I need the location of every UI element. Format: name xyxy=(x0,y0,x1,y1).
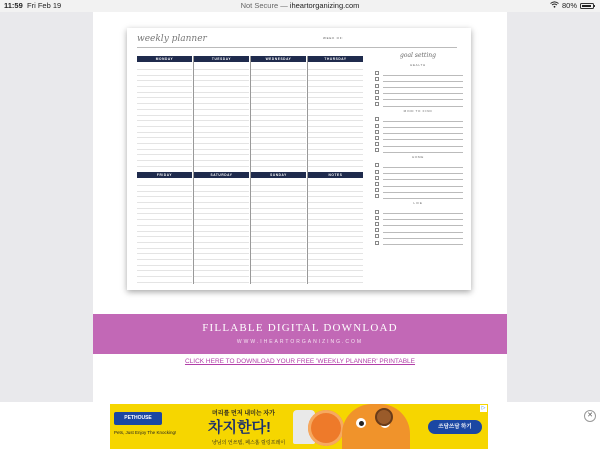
cat-eye-icon xyxy=(356,418,366,428)
checkbox-icon xyxy=(375,182,379,186)
wifi-icon xyxy=(550,1,559,10)
url-text: iheartorganizing.com xyxy=(289,1,360,10)
planner-image xyxy=(127,28,471,290)
status-indicators xyxy=(550,1,594,10)
ruled-lines xyxy=(194,64,249,168)
checkbox-icon xyxy=(375,228,379,232)
ad-headline-sub: 냥님의 언쓰템, 페스홈 릴링프레이 xyxy=(212,440,286,446)
ad-cta-button[interactable]: 쓰담쓰담 하기 xyxy=(428,420,482,434)
goal-title: goal setting xyxy=(400,52,436,59)
checkbox-icon xyxy=(375,142,379,146)
goal-row xyxy=(373,239,463,245)
status-time: 11:59 xyxy=(4,1,23,10)
checkbox-icon xyxy=(375,194,379,198)
ad-info-icon[interactable]: ▷ xyxy=(481,405,486,411)
product-plate-image xyxy=(308,410,344,446)
checkbox-icon xyxy=(375,90,379,94)
checkbox-icon xyxy=(375,117,379,121)
title-divider xyxy=(137,47,457,48)
day-header: WEDNESDAY xyxy=(251,56,306,62)
ad-bar xyxy=(0,402,600,450)
status-bar xyxy=(0,0,600,12)
checkbox-icon xyxy=(375,216,379,220)
day-column xyxy=(251,56,306,168)
ruled-lines xyxy=(137,180,192,284)
checkbox-icon xyxy=(375,222,379,226)
checkbox-icon xyxy=(375,163,379,167)
ad-brand-logo: PETHOUSE xyxy=(114,412,162,425)
battery-icon xyxy=(580,3,594,9)
advertisement-banner[interactable] xyxy=(110,404,488,449)
ruled-lines xyxy=(308,180,363,284)
column-divider xyxy=(250,56,251,284)
goal-section-title: LIFE xyxy=(413,201,423,206)
ruled-lines xyxy=(308,64,363,168)
checkbox-icon xyxy=(375,234,379,238)
checkbox-icon xyxy=(375,124,379,128)
banner-subtitle: WWW.IHEARTORGANIZING.COM xyxy=(236,339,364,345)
notes-header: NOTES xyxy=(308,172,363,178)
checkbox-icon xyxy=(375,96,379,100)
column-divider xyxy=(307,56,308,284)
close-ad-icon[interactable]: ✕ xyxy=(584,410,596,422)
checkbox-icon xyxy=(375,71,379,75)
goal-section-title: MIND TO FIND xyxy=(403,109,433,114)
day-column xyxy=(251,172,306,284)
download-banner[interactable] xyxy=(93,314,507,354)
checkbox-icon xyxy=(375,84,379,88)
day-column xyxy=(137,172,192,284)
checkbox-icon xyxy=(375,241,379,245)
checkbox-icon xyxy=(375,102,379,106)
checkbox-icon xyxy=(375,210,379,214)
ad-tagline: Pets, Just Enjoy The Knocking! xyxy=(114,430,177,435)
address-bar[interactable] xyxy=(0,1,600,10)
checkbox-icon xyxy=(375,188,379,192)
checkbox-icon xyxy=(375,77,379,81)
download-printable-link[interactable]: CLICK HERE TO DOWNLOAD YOUR FREE 'WEEKLY PLANNER' PRINTABLE xyxy=(184,358,416,365)
ad-headline-top: 머리를 먼저 내미는 자가 xyxy=(212,411,275,417)
planner-title: weekly planner xyxy=(137,34,207,44)
checkbox-icon xyxy=(375,176,379,180)
ruled-lines xyxy=(137,64,192,168)
week-of-label: WEEK OF: xyxy=(323,36,345,40)
day-header: THURSDAY xyxy=(308,56,363,62)
checkbox-icon xyxy=(375,170,379,174)
goal-setting-panel xyxy=(373,52,463,280)
checkbox-icon xyxy=(375,130,379,134)
day-column xyxy=(194,56,249,168)
ruled-lines xyxy=(251,64,306,168)
checkbox-icon xyxy=(375,148,379,152)
day-column xyxy=(194,172,249,284)
status-date: Fri Feb 19 xyxy=(27,1,62,10)
goal-section-title: HEALTH xyxy=(410,63,426,67)
web-page xyxy=(93,12,507,402)
notes-column xyxy=(308,172,363,284)
day-header: SUNDAY xyxy=(251,172,306,178)
battery-percent: 80% xyxy=(561,1,577,10)
goal-row xyxy=(373,147,463,153)
column-divider xyxy=(193,56,194,284)
day-column xyxy=(308,56,363,168)
checkbox-icon xyxy=(375,136,379,140)
goal-row xyxy=(373,193,463,199)
goal-section-title: HOME xyxy=(412,155,424,160)
ruled-lines xyxy=(251,180,306,284)
day-header: SATURDAY xyxy=(194,172,249,178)
day-header: MONDAY xyxy=(137,56,192,62)
ad-headline-main: 차지한다! xyxy=(208,419,271,436)
treat-icon xyxy=(375,408,393,426)
ruled-lines xyxy=(194,180,249,284)
not-secure-label: Not Secure — xyxy=(240,1,290,10)
goal-row xyxy=(373,101,463,107)
day-column xyxy=(137,56,192,168)
banner-title: FILLABLE DIGITAL DOWNLOAD xyxy=(202,322,398,334)
day-header: TUESDAY xyxy=(194,56,249,62)
day-header: FRIDAY xyxy=(137,172,192,178)
